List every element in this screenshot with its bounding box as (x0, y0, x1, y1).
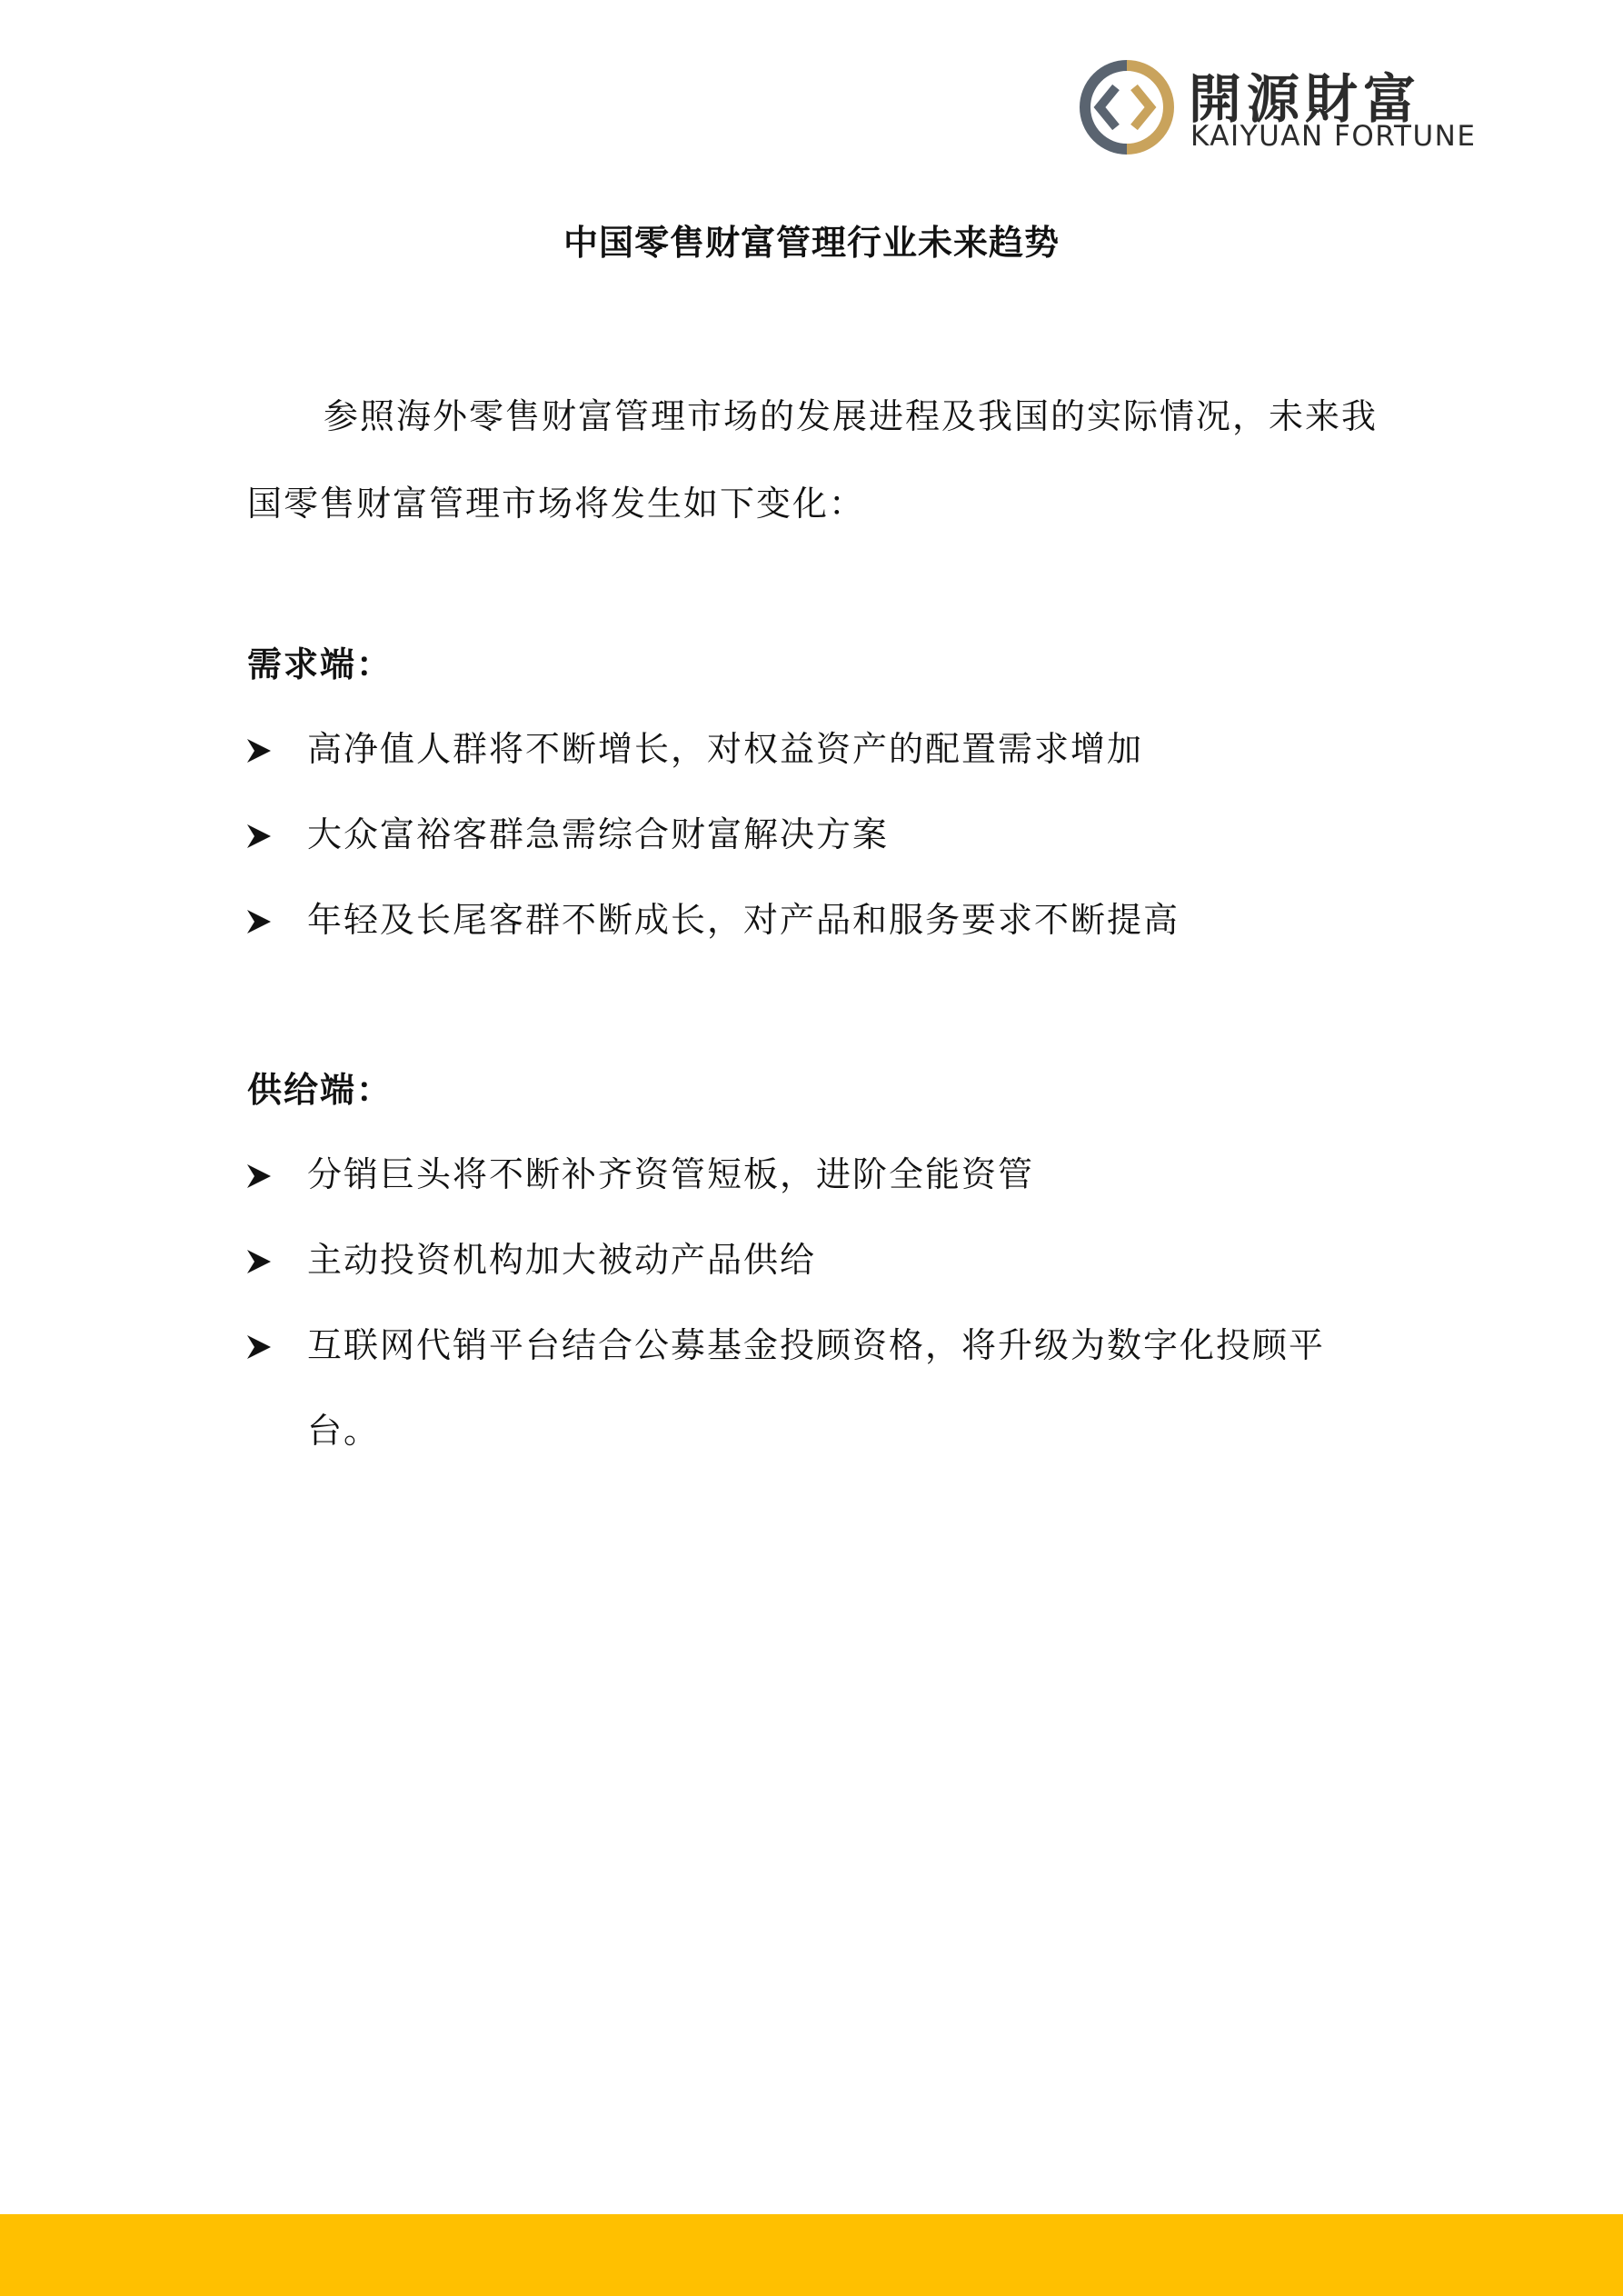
list-item-text: 主动投资机构加大被动产品供给 (307, 1240, 817, 1280)
list-item (247, 1303, 1383, 1473)
list-item (247, 877, 1383, 963)
supply-bullet-list (247, 1132, 1383, 1473)
company-logo (1080, 56, 1498, 156)
list-item-text: 分销巨头将不断补齐资管短板，进阶全能资管 (307, 1154, 1035, 1194)
arrow-bullet-icon (247, 1335, 271, 1359)
arrow-bullet-icon (247, 824, 271, 848)
list-item-text: 高净值人群将不断增长，对权益资产的配置需求增加 (307, 729, 1144, 769)
kaiyuan-logo-icon (1080, 60, 1174, 155)
list-item (247, 1132, 1383, 1217)
list-item (247, 1217, 1383, 1303)
arrow-bullet-icon (247, 1250, 271, 1273)
section-heading-supply: 供给端： (247, 1069, 393, 1110)
list-item-text: 大众富裕客群急需综合财富解决方案 (307, 814, 890, 854)
arrow-bullet-icon (247, 910, 271, 933)
section-heading-demand: 需求端： (247, 644, 393, 684)
intro-paragraph: 参照海外零售财富管理市场的发展进程及我国的实际情况，未来我国零售财富管理市场将发生如下变化： (247, 396, 1379, 524)
list-item (247, 706, 1383, 792)
arrow-bullet-icon (247, 739, 271, 763)
list-item-text: 年轻及长尾客群不断成长，对产品和服务要求不断提高 (307, 900, 1180, 940)
arrow-bullet-icon (247, 1164, 271, 1188)
footer-accent-bar (0, 2214, 1623, 2296)
page-title: 中国零售财富管理行业未来趋势 (563, 222, 1060, 263)
logo-english-name: KAIYUAN FORTUNE (1190, 120, 1477, 153)
logo-chinese-name: 開源財富 (1189, 68, 1422, 130)
demand-bullet-list (247, 706, 1383, 963)
list-item (247, 792, 1383, 877)
list-item-text: 互联网代销平台结合公募基金投顾资格，将升级为数字化投顾平台。 (307, 1325, 1326, 1451)
